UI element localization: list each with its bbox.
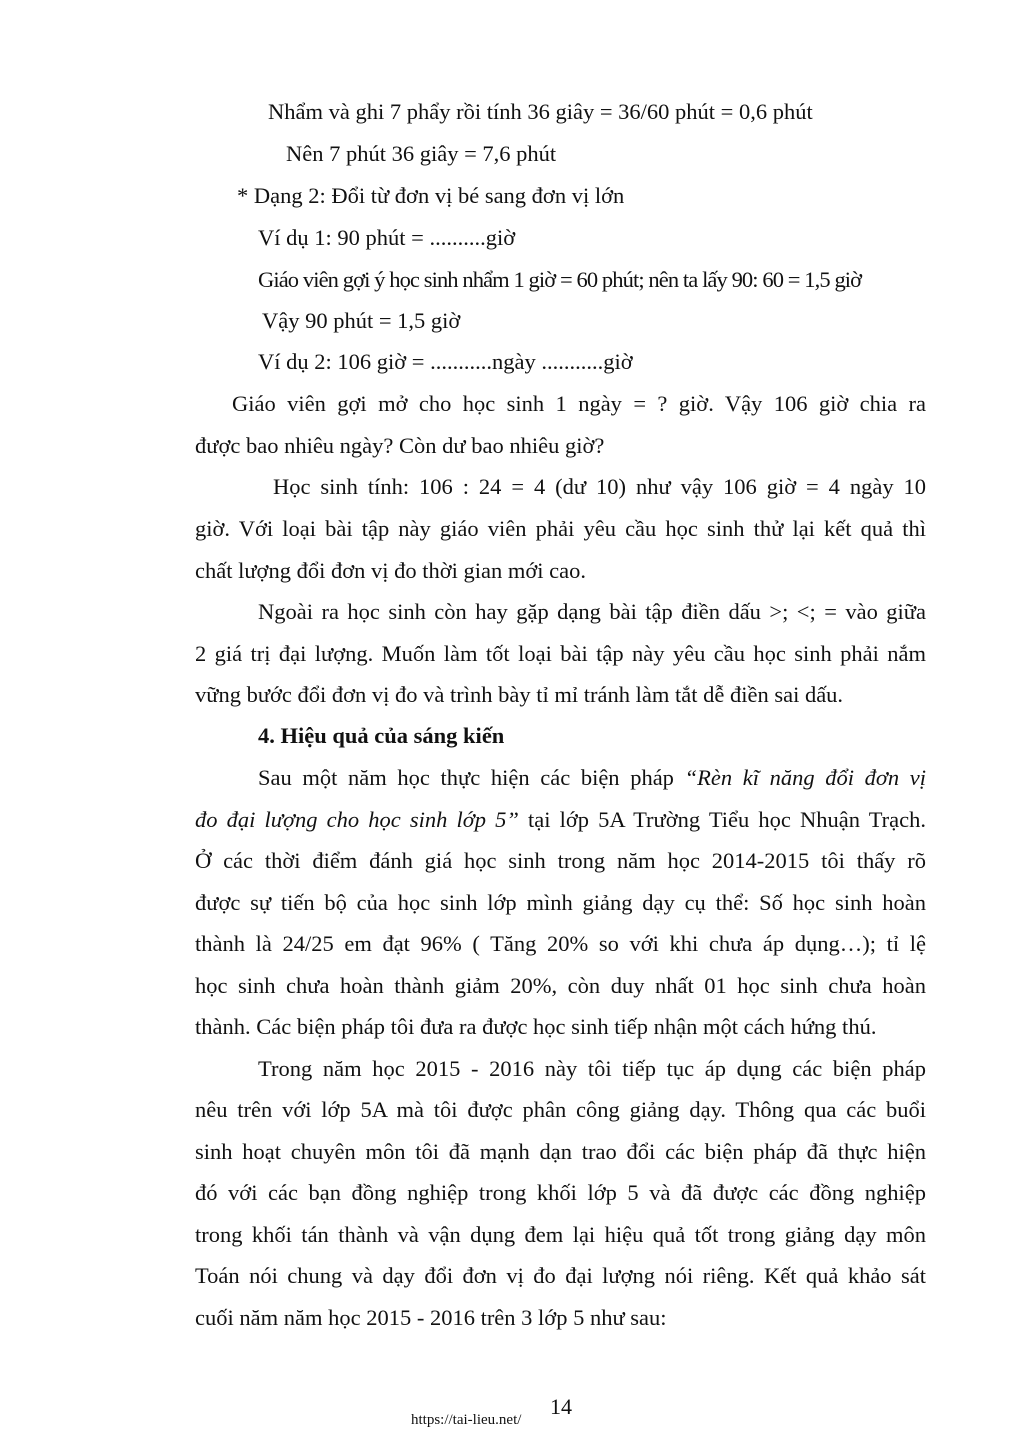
paragraph-line: Giáo viên gợi mở cho học sinh 1 ngày = ? giờ. Vậy 106 giờ chia ra (232, 391, 926, 416)
paragraph-line: được sự tiến bộ của học sinh lớp mình giảng dạy cụ thể: Số học sinh hoàn (195, 890, 926, 915)
paragraph-line (195, 805, 926, 835)
text-line: Ví dụ 1: 90 phút = ..........giờ (258, 225, 516, 250)
footer-url[interactable]: https://tai-lieu.net/ (411, 1412, 522, 1428)
paragraph-line: học sinh chưa hoàn thành giảm 20%, còn duy nhất 01 học sinh chưa hoàn (195, 973, 926, 998)
text-line: Nhẩm và ghi 7 phẩy rồi tính 36 giây = 36/60 phút = 0,6 phút (268, 99, 813, 124)
text-span: Sau một năm học thực hiện các biện pháp (258, 765, 674, 790)
paragraph-line: vững bước đổi đơn vị đo và trình bày tỉ mỉ tránh làm tắt dễ điền sai dấu. (195, 682, 844, 707)
paragraph-line: sinh hoạt chuyên môn tôi đã mạnh dạn trao đổi các biện pháp đã thực hiện (195, 1139, 926, 1164)
page-number: 14 (550, 1394, 572, 1419)
paragraph-line: Toán nói chung và dạy đổi đơn vị đo đại lượng nói riêng. Kết quả khảo sát (195, 1263, 926, 1288)
paragraph-line: giờ. Với loại bài tập này giáo viên phải yêu cầu học sinh thử lại kết quả thì (195, 516, 926, 541)
paragraph-line: 2 giá trị đại lượng. Muốn làm tốt loại bài tập này yêu cầu học sinh phải nắm (195, 641, 926, 666)
paragraph-line: đó với các bạn đồng nghiệp trong khối lớp 5 và đã được các đồng nghiệp (195, 1180, 926, 1205)
paragraph-line: cuối năm năm học 2015 - 2016 trên 3 lớp 5 như sau: (195, 1305, 667, 1330)
text-line: Ví dụ 2: 106 giờ = ...........ngày ...........giờ (258, 349, 633, 374)
italic-text: đo đại lượng cho học sinh lớp 5” (195, 807, 519, 832)
paragraph-line: thành. Các biện pháp tôi đưa ra được học sinh tiếp nhận một cách hứng thú. (195, 1014, 877, 1039)
paragraph-line: Ở các thời điểm đánh giá học sinh trong năm học 2014-2015 tôi thấy rõ (195, 848, 926, 873)
paragraph-line (258, 763, 926, 793)
paragraph-line: chất lượng đổi đơn vị đo thời gian mới cao. (195, 558, 586, 583)
text-span: tại lớp 5A Trường Tiểu học Nhuận Trạch. (528, 807, 927, 832)
section-heading: 4. Hiệu quả của sáng kiến (258, 723, 505, 748)
paragraph-line: Học sinh tính: 106 : 24 = 4 (dư 10) như vậy 106 giờ = 4 ngày 10 (273, 474, 926, 499)
paragraph-line: được bao nhiêu ngày? Còn dư bao nhiêu giờ? (195, 433, 605, 458)
paragraph-line: Trong năm học 2015 - 2016 này tôi tiếp tục áp dụng các biện pháp (258, 1056, 926, 1081)
paragraph-line: Ngoài ra học sinh còn hay gặp dạng bài tập điền dấu >; <; = vào giữa (258, 599, 926, 624)
paragraph-line: nêu trên với lớp 5A mà tôi được phân công giảng dạy. Thông qua các buổi (195, 1097, 926, 1122)
paragraph-line: trong khối tán thành và vận dụng đem lại hiệu quả tốt trong giảng dạy môn (195, 1222, 926, 1247)
text-line: * Dạng 2: Đổi từ đơn vị bé sang đơn vị lớn (237, 183, 625, 208)
paragraph-line: thành là 24/25 em đạt 96% ( Tăng 20% so với khi chưa áp dụng…); tỉ lệ (195, 931, 926, 956)
text-line: Nên 7 phút 36 giây = 7,6 phút (286, 141, 557, 166)
italic-text: “Rèn kĩ năng đổi đơn vị (684, 765, 926, 790)
text-line: Giáo viên gợi ý học sinh nhẩm 1 giờ = 60 phút; nên ta lấy 90: 60 = 1,5 giờ (258, 267, 862, 292)
text-line: Vậy 90 phút = 1,5 giờ (262, 308, 461, 333)
